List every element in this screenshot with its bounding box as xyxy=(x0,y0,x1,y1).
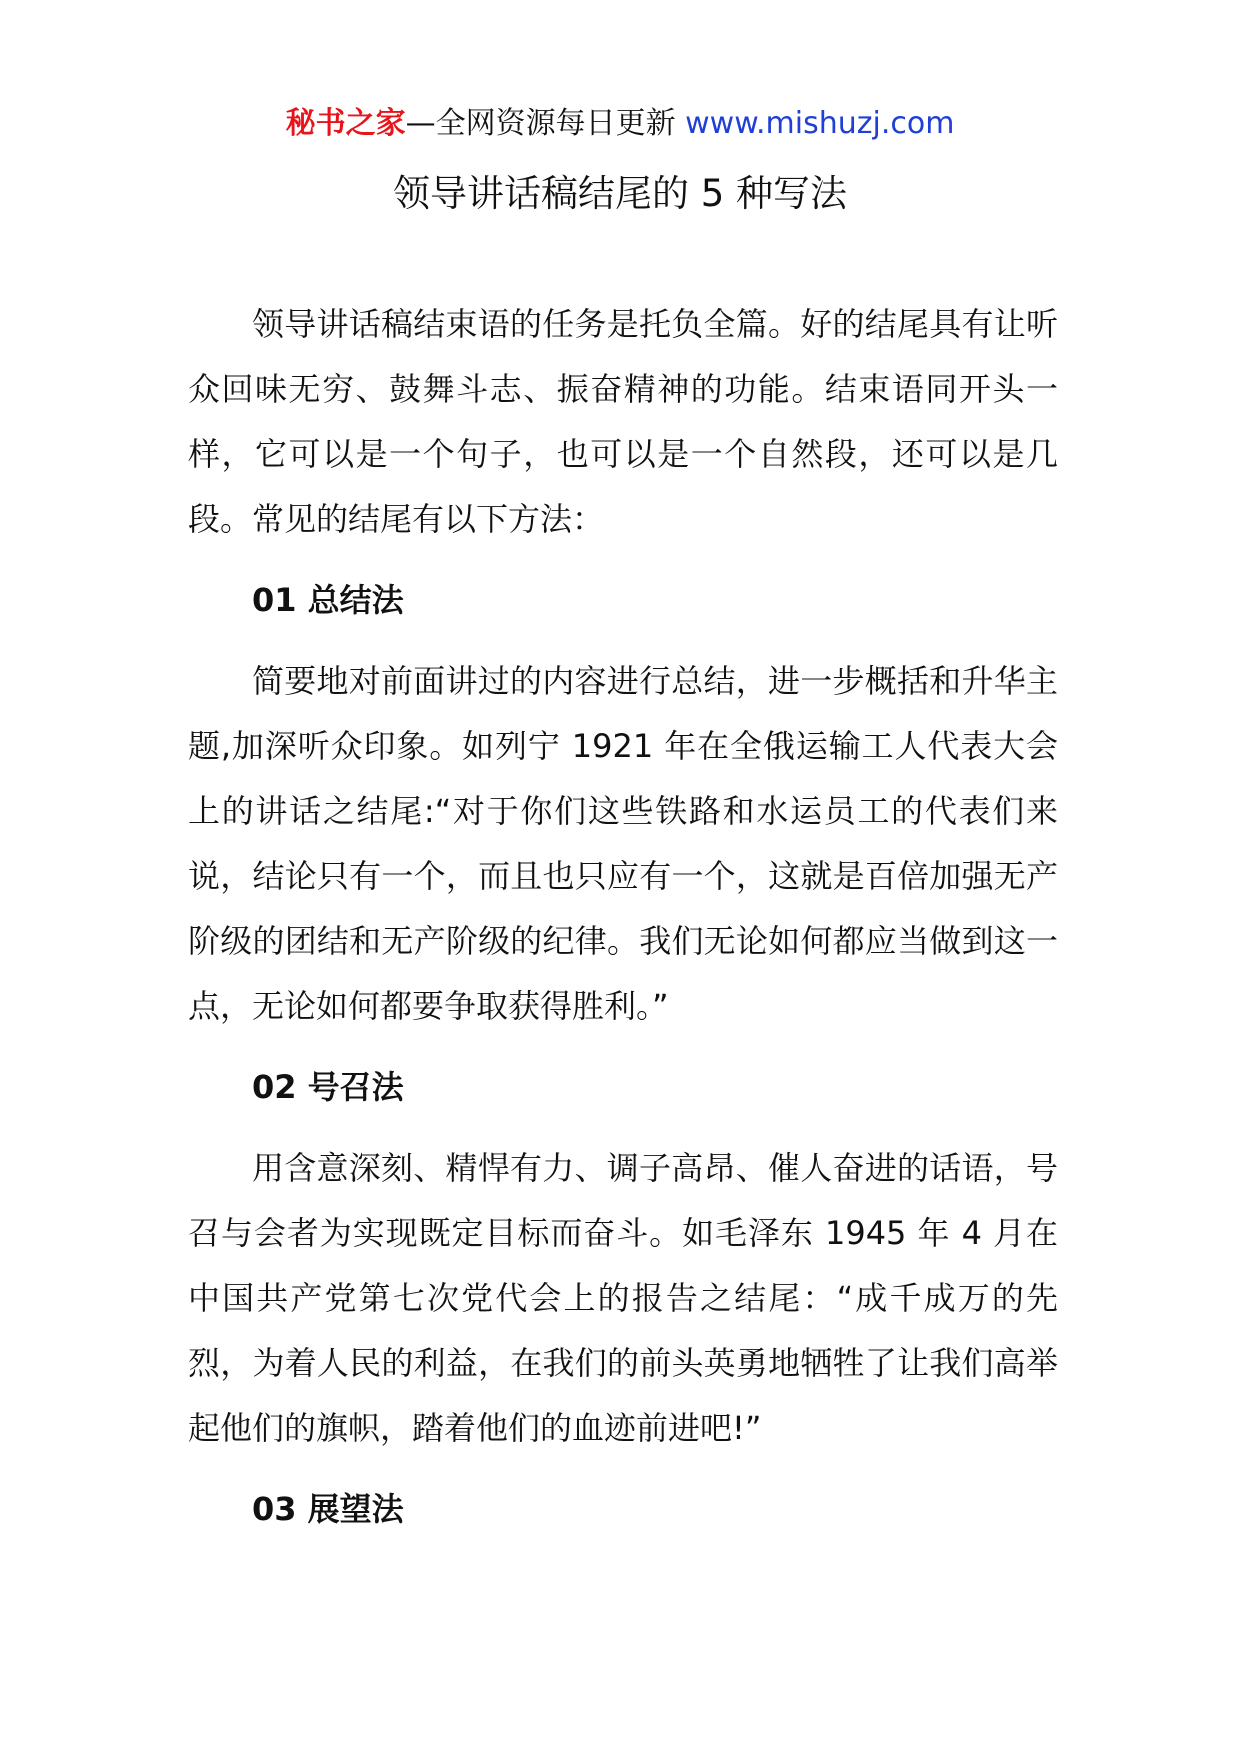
section-heading-call: 02 号召法 xyxy=(252,1068,404,1106)
section-body-call: 用含意深刻、精悍有力、调子高昂、催人奋进的话语，号召与会者为实现既定目标而奋斗。如毛泽东 1945 年 4 月在中国共产党第七次党代会上的报告之结尾：“成千成万的先烈，为着人民的利益，在我们的前头英勇地牺牲了让我们高举起他们的旗帜，踏着他们的血迹前进吧!” xyxy=(188,1149,1058,1447)
document-title: 领导讲话稿结尾的 5 种写法 xyxy=(392,172,848,215)
site-url-link[interactable]: www.mishuzj.com xyxy=(685,106,955,141)
header-slogan: —全网资源每日更新 xyxy=(405,106,686,141)
section-heading-outlook: 03 展望法 xyxy=(252,1490,404,1528)
section-heading-summary: 01 总结法 xyxy=(252,581,404,619)
section-body-summary: 简要地对前面讲过的内容进行总结，进一步概括和升华主题,加深听众印象。如列宁 1921 年在全俄运输工人代表大会上的讲话之结尾:“对于你们这些铁路和水运员工的代表们来说，结论只有一个，而且也只应有一个，这就是百倍加强无产阶级的团结和无产阶级的纪律。我们无论如何都应当做到这一点，无论如何都要争取获得胜利。” xyxy=(188,662,1058,1025)
document-body xyxy=(188,292,1058,1558)
site-header xyxy=(0,100,1240,148)
brand-name: 秘书之家 xyxy=(285,106,406,141)
intro-paragraph: 领导讲话稿结束语的任务是托负全篇。好的结尾具有让听众回味无穷、鼓舞斗志、振奋精神的功能。结束语同开头一样，它可以是一个句子，也可以是一个自然段，还可以是几段。常见的结尾有以下方法： xyxy=(188,305,1058,538)
